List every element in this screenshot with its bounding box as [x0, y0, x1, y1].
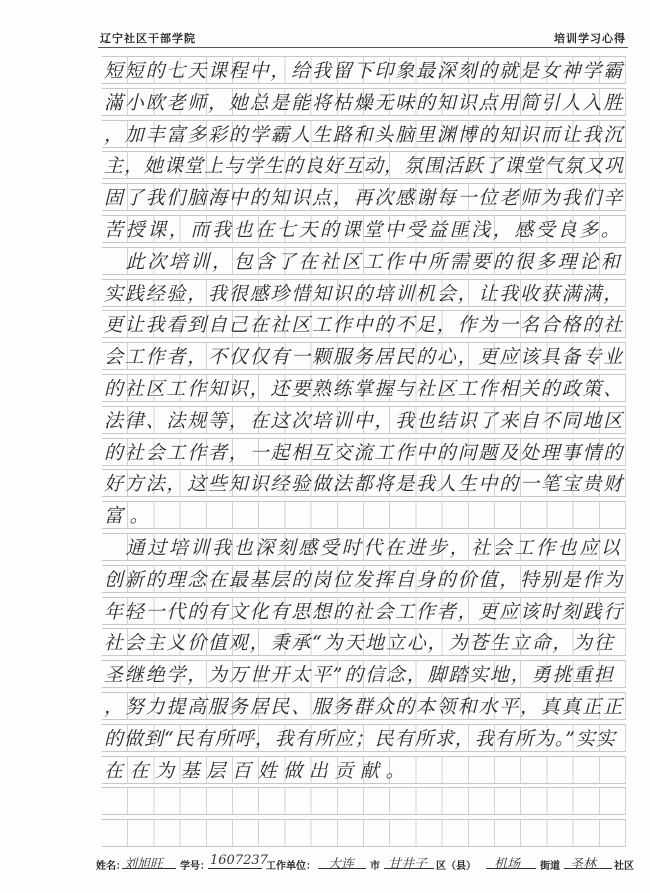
- essay-line-text: 社会主义价值观，秉承“为天地立心，为苍生立命，为往: [104, 632, 615, 655]
- essay-line: [102, 406, 626, 434]
- street-value: 机场: [494, 857, 521, 872]
- essay-line-text: 滿小欧老师，她总是能将枯燥无味的知识点用简引人入胜: [104, 91, 625, 114]
- header-divider: [98, 47, 628, 48]
- essay-line: [102, 501, 626, 529]
- essay-line: [102, 374, 626, 402]
- essay-line-text: 会工作者，不仅仅有一颗服务居民的心，更应该具备专业: [104, 346, 625, 369]
- name-underline: [122, 868, 176, 869]
- essay-line: [102, 628, 626, 656]
- essay-line: [102, 247, 626, 275]
- essay-line-text: 此次培训，包含了在社区工作中所需要的很多理论和: [104, 250, 623, 273]
- community-underline: [564, 868, 612, 869]
- street-underline: [486, 868, 536, 869]
- essay-line-text: 苦授课，而我也在七天的课堂中受益匪浅，感受良多。: [104, 219, 623, 241]
- essay-line-text: 在在为基层百姓做出贡献。: [104, 759, 412, 782]
- essay-line: [102, 151, 626, 179]
- id-underline: [208, 868, 262, 869]
- essay-line-text: 年轻一代的有文化有思想的社会工作者，更应该时刻践行: [104, 600, 625, 623]
- student-info-footer: [96, 852, 636, 876]
- essay-line-text: 圣继绝学，为万世开太平”的信念，脚踏实地，勇挑重担: [104, 664, 615, 687]
- essay-line: [102, 342, 626, 370]
- essay-line: [102, 215, 626, 243]
- essay-line: [102, 692, 626, 720]
- community-value: 圣林: [570, 857, 597, 872]
- community-suffix: 社区: [614, 861, 634, 872]
- id-label: 学号：: [180, 861, 210, 872]
- essay-line-text: 主，她课堂上与学生的良好互动，氛围活跃了课堂气氛又巩: [104, 155, 625, 178]
- essay-line-text: 短短的七天课程中，给我留下印象最深刻的就是女神学霸: [104, 60, 625, 82]
- essay-line: [102, 787, 626, 815]
- essay-line-text: ，努力提高服务居民、服务群众的本领和水平，真真正正: [104, 696, 625, 718]
- essay-line: [102, 56, 626, 84]
- institution-name: 辽宁社区干部学院: [100, 32, 196, 45]
- city-suffix: 市: [370, 861, 380, 872]
- name-label: 姓名：: [96, 861, 126, 872]
- essay-line-text: 通过培训我也深刻感受时代在进步，社会工作也应以: [104, 537, 623, 559]
- essay-line-text: 固了我们脑海中的知识点，再次感谢每一位老师为我们辛: [104, 187, 625, 210]
- essay-line-text: 实践经验，我很感珍惜知识的培训机会，让我收获满满，: [104, 282, 625, 305]
- district-suffix: 区（县）: [436, 861, 476, 872]
- essay-line: [102, 88, 626, 116]
- essay-line: [102, 533, 626, 561]
- district-value: 甘井子: [388, 857, 428, 872]
- id-value: 1607237: [210, 853, 268, 868]
- essay-line: [102, 469, 626, 497]
- street-suffix: 街道: [540, 861, 560, 872]
- essay-line: [102, 279, 626, 307]
- essay-line: [102, 310, 626, 338]
- essay-line: [102, 660, 626, 688]
- essay-line-text: 好方法，这些知识经验做法都将是我人生中的一笔宝贵财: [104, 473, 625, 496]
- essay-line-text: 法律、法规等，在这次培训中，我也结识了来自不同地区: [104, 409, 625, 432]
- page-header: [0, 0, 650, 48]
- essay-line: [102, 120, 626, 148]
- writing-grid: [102, 56, 626, 851]
- essay-line-text: 的做到“民有所呼，我有所应；民有所求，我有所为。”实实: [104, 727, 616, 750]
- essay-line-text: 的社会工作者，一起相互交流工作中的问题及处理事情的: [104, 441, 625, 464]
- essay-line-text: 的社区工作知识，还要熟练掌握与社区工作相关的政策、: [104, 378, 625, 400]
- essay-line: [102, 724, 626, 752]
- document-type: 培训学习心得: [554, 32, 626, 45]
- essay-line-text: 创新的理念在最基层的岗位发挥自身的价值，特别是作为: [104, 568, 625, 591]
- city-value: 大连: [328, 857, 355, 872]
- essay-line: [102, 565, 626, 593]
- essay-line: [102, 756, 626, 784]
- essay-line-text: ，加丰富多彩的学霸人生路和头脑里渊博的知识而让我沉: [104, 123, 625, 146]
- name-value: 刘旭旺: [124, 857, 164, 872]
- essay-line-text: 更让我看到自己在社区工作中的不足，作为一名合格的社: [104, 314, 625, 337]
- work-unit-label: 工作单位：: [266, 861, 316, 872]
- essay-line: [102, 597, 626, 625]
- district-underline: [384, 868, 434, 869]
- essay-line: [102, 183, 626, 211]
- city-underline: [318, 868, 366, 869]
- essay-line: [102, 438, 626, 466]
- essay-line: [102, 819, 626, 847]
- essay-line-text: 富。: [104, 505, 156, 528]
